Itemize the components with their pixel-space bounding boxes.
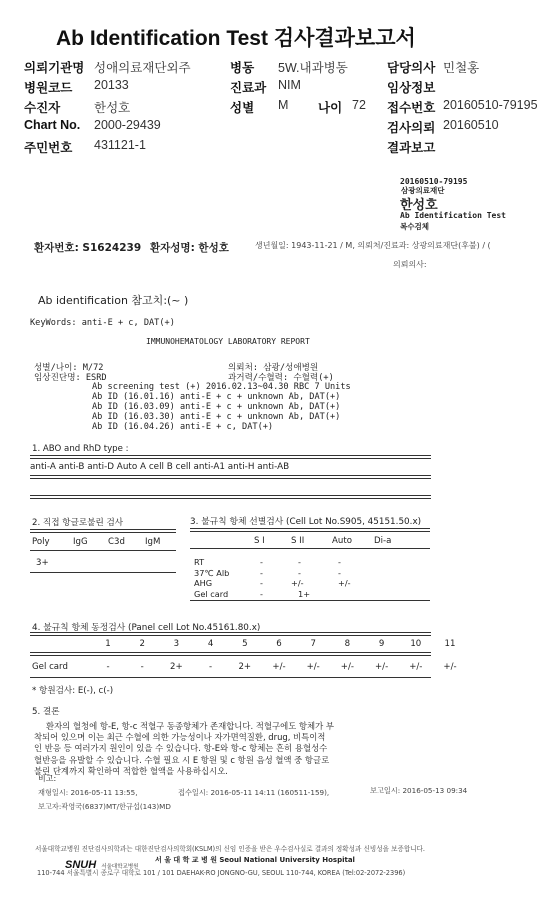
sec5-title: 5. 결론 [32, 707, 60, 717]
page-title: Ab Identification Test 검사결과보고서 [56, 27, 416, 50]
conclusion-line: 불린 단계까지 확인하여 적합한 혈액을 사용하십시오. [34, 765, 228, 776]
sec4-column-header: 1 [105, 639, 111, 649]
hospital-name: 서 울 대 학 교 병 원 Seoul National University Hospital [155, 856, 355, 864]
snuh-logo-sub: 서울대학교병원 [101, 864, 139, 870]
sec3-title: 3. 불규칙 항체 선별검사 (Cell Lot No.S905, 45151.50.x) [190, 517, 422, 527]
sec3-cell: 1+ [298, 588, 311, 599]
sec4-column-header: 4 [207, 639, 214, 649]
report-heading: Ab identification 참고치:(~ ) [38, 294, 189, 307]
header-field-label: 나이 [318, 101, 343, 115]
hospital-address: 110-744 서울특별시 종로구 대학로 101 / 101 DAEHAK-RO JONGNO-GU, SEOUL 110-744, KOREA (Tel:02-2072-2396) [37, 869, 406, 877]
patient-birth: 생년월일: 1943-11-21 / M, 의뢰처/진료과: 상광의료재단(후불) / ( [255, 241, 491, 250]
sec4-column-header: 9 [378, 639, 385, 649]
sec3-cell: - [298, 567, 301, 578]
sec2-column-header: Poly [32, 537, 50, 547]
sec3-column-header: Di-a [374, 536, 392, 546]
sec4-cell: +/- [409, 662, 423, 672]
header-field-value: M [278, 98, 289, 112]
header-field-value: 431121-1 [94, 138, 146, 152]
sec2-column-header: IgM [145, 537, 161, 547]
sec4-column-header: 2 [139, 639, 145, 649]
sec3-column-header: S I [254, 536, 265, 546]
header-field-label: 수진자 [24, 101, 61, 115]
conclusion-line: 환자의 혈청에 항-E, 항-c 적혈구 동종항체가 존재합니다. 적혈구에도 항체가 부 [46, 721, 334, 731]
sec3-cell: - [260, 578, 263, 588]
lab-report-title: IMMUNOHEMATOLOGY LABORATORY REPORT [146, 337, 310, 346]
sec4-title: 4. 불규칙 항체 동정검사 (Panel cell Lot No.45161.80.x) [32, 623, 261, 633]
sec4-cell: 2+ [238, 662, 252, 672]
patient-name: 환자성명: 한성호 [150, 242, 229, 254]
report-line: 성별/나이: M/72 [34, 363, 104, 373]
stamp-copy: 복수검체 [400, 222, 429, 231]
sec3-cell: - [338, 557, 341, 567]
header-field-value: 20160510-79195 [443, 98, 538, 112]
sec3-cell: - [260, 557, 263, 567]
divider [30, 475, 431, 479]
sec2-title: 2. 직접 항글로불린 검사 [32, 518, 124, 528]
conclusion-line: 착되어 있으며 이는 최근 수혈에 의한 가능성이나 자가면역질환, drug, 비특이적 [34, 732, 326, 743]
divider [190, 600, 430, 601]
stamp-org: 삼광의료재단 [401, 186, 445, 195]
divider [30, 529, 176, 533]
sec2-poly-value: 3+ [36, 558, 49, 568]
sec2-column-header: IgG [73, 537, 88, 547]
conclusion-line: 인 반응 등 여러가지 원인이 있을 수 있습니다. 항-E와 항-c 항체는 흔히 용혈성수 [34, 743, 328, 754]
referring-doctor: 의뢰의사: [393, 260, 427, 269]
note-label: 비고: [38, 774, 57, 783]
header-field-value: 성애의료재단외주 [94, 61, 191, 75]
sec2-column-header: C3d [108, 537, 125, 547]
report-line: 과거력/수혈력: 수혈력(+) [228, 373, 334, 383]
report-line: Ab ID (16.03.30) anti-E + c + unknown Ab, DAT(+) [92, 412, 341, 422]
report-line: 임상진단명: ESRD [34, 373, 107, 383]
sec4-cell: - [140, 662, 144, 672]
sec1-title: 1. ABO and RhD type : [32, 444, 129, 454]
header-field-label: 결과보고 [387, 141, 436, 155]
divider [30, 550, 176, 551]
sec4-column-header: 10 [410, 639, 422, 649]
header-field-label: Chart No. [24, 118, 81, 132]
header-field-label: 성별 [230, 101, 255, 115]
divider [30, 632, 431, 636]
divider [30, 495, 431, 499]
report-line: Ab ID (16.04.26) anti-E + c, DAT(+) [92, 422, 274, 432]
header-field-value: 5W.내과병동 [278, 61, 348, 75]
divider [30, 572, 176, 573]
header-field-value: NIM [278, 78, 301, 92]
report-line: Ab ID (16.01.16) anti-E + c + unknown Ab, DAT(+) [92, 392, 341, 402]
report-time: 보고일시: 2016-05-13 09:34 [370, 786, 468, 795]
sec4-column-header: 8 [344, 639, 351, 649]
header-field-label: 병원코드 [24, 81, 73, 95]
header-field-value: 2000-29439 [94, 118, 161, 132]
sec3-column-header: Auto [332, 536, 352, 546]
header-field-value: 72 [352, 98, 366, 112]
header-field-label: 병동 [230, 61, 255, 75]
header-field-label: 주민번호 [24, 141, 73, 155]
divider [190, 528, 430, 532]
header-field-label: 임상정보 [387, 81, 436, 95]
sec4-column-header: 3 [173, 639, 180, 649]
reporter: 보고자:곽영국(6837)MT/한규섭(143)MD [38, 802, 171, 811]
accept-time: 접수일시: 2016-05-11 14:11 (160511-159), [178, 788, 330, 797]
sec4-column-header: 6 [276, 639, 282, 649]
report-line: 의뢰처: 삼광/성애병원 [228, 363, 319, 373]
registration-time: 재형일시: 2016-05-11 13:55, [38, 788, 138, 797]
sec3-cell: - [260, 588, 263, 599]
sec4-cell: +/- [443, 662, 457, 672]
divider [30, 652, 431, 656]
header-field-value: 20133 [94, 78, 129, 92]
stamp-receipt-no: 20160510-79195 [400, 177, 468, 186]
sec3-column-header: S II [291, 536, 305, 546]
header-field-label: 의뢰기관명 [24, 61, 85, 75]
sec4-cell: +/- [272, 662, 286, 672]
sec4-cell: - [106, 662, 110, 672]
sec4-column-header: 5 [242, 639, 248, 649]
divider [190, 548, 430, 549]
header-field-label: 진료과 [230, 81, 267, 95]
sec4-cell: +/- [340, 662, 354, 672]
keywords: KeyWords: anti-E + c, DAT(+) [30, 318, 175, 328]
sec3-cell: +/- [338, 578, 351, 588]
stamp-name: 한성호 [400, 198, 438, 213]
sec3-row-label: RT [194, 557, 205, 567]
sec3-row-label: 37℃ Alb [194, 567, 230, 578]
divider [30, 677, 431, 678]
antigen-test: * 항원검사: E(-), c(-) [32, 686, 114, 696]
conclusion-line: 혈반응을 유발할 수 있습니다. 수혈 필요 시 E 항원 및 c 항원 음성 혈액 중 항글로 [34, 754, 330, 765]
sec4-cell: +/- [306, 662, 320, 672]
sec3-row-label: AHG [194, 578, 213, 588]
sec3-cell: - [338, 567, 341, 578]
sec3-cell: - [298, 557, 301, 567]
header-field-label: 접수번호 [387, 101, 436, 115]
sec4-cell: - [209, 662, 213, 672]
divider [30, 455, 431, 459]
header-field-label: 검사의뢰 [387, 121, 436, 135]
sec4-column-header: 7 [310, 639, 316, 649]
stamp-test: Ab Identification Test [400, 211, 506, 220]
certification-text: 서울대학교병원 진단검사의학과는 대한진단검사의학회(KSLM)의 신임 인증을 받은 우수검사실로 결과의 정확성과 신빙성을 보증합니다. [35, 845, 426, 853]
sec3-row-label: Gel card [194, 588, 229, 599]
sec4-cell: 2+ [170, 662, 183, 672]
sec4-column-header: 11 [444, 639, 456, 649]
sec3-cell: +/- [291, 578, 304, 588]
header-field-value: 20160510 [443, 118, 499, 132]
sec3-cell: - [260, 567, 263, 578]
report-line: Ab ID (16.03.09) anti-E + c + unknown Ab, DAT(+) [92, 402, 341, 412]
sec4-cell: +/- [374, 662, 389, 672]
report-line: Ab screening test (+) 2016.02.13~04.30 RBC 7 Units [92, 382, 351, 392]
header-field-value: 민철홍 [443, 61, 480, 75]
snuh-logo-mark: SNUH [65, 859, 97, 871]
sec1-columns: anti-A anti-B anti-D Auto A cell B cell anti-A1 anti-H anti-AB [30, 462, 290, 472]
patient-id: 환자번호: S1624239 [34, 242, 142, 254]
header-field-value: 한성호 [94, 101, 131, 115]
sec4-row-label: Gel card [32, 662, 68, 672]
header-field-label: 담당의사 [387, 61, 436, 75]
